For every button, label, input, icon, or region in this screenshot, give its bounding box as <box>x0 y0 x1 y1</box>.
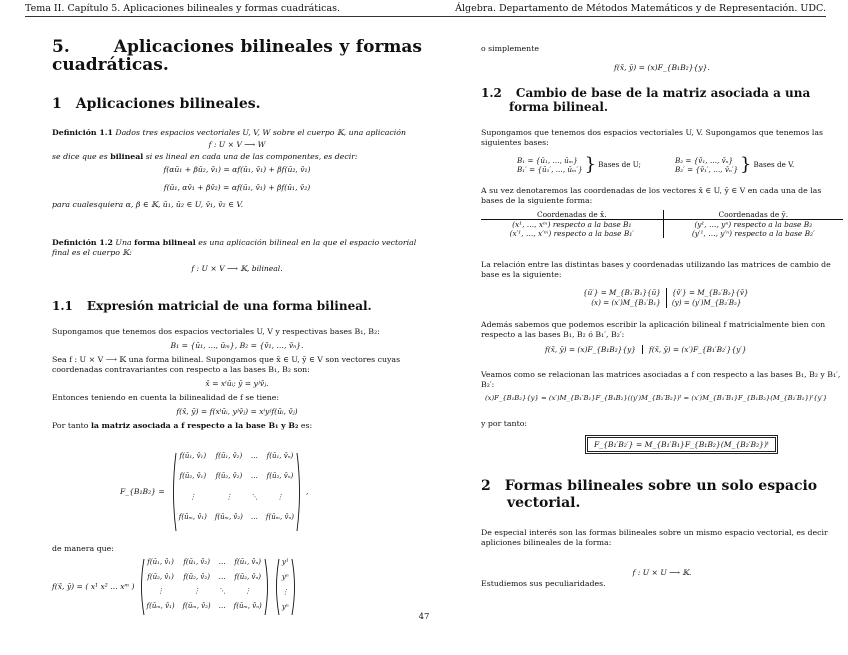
relation-v: {v̄′} = M_{B₂′B₂}{v̄} <box>671 288 749 297</box>
para-bases: Supongamos que tenemos dos espacios vectoriales U, V y respectivas bases B₁, B₂: <box>52 327 380 336</box>
matrix-cell: … <box>250 472 258 481</box>
para-denotaremos: A su vez denotaremos las coordenadas de los vectores x̄ ∈ U, ȳ ∈ V en cada una de las bases de la siguiente forma: <box>481 186 822 205</box>
page-number: 47 <box>418 612 430 622</box>
final-y-vector <box>274 558 297 616</box>
section-2-number: 2 <box>481 478 491 494</box>
matrix-cell: f(ū₂, v̄₂) <box>215 472 243 481</box>
final-matrix-F <box>139 558 270 616</box>
table-row <box>481 220 843 230</box>
def1-equation-3: f(ū₁, αv̄₁ + βv̄₂) = αf(ū₁, v̄₁) + βf(ū₁, v̄₂) <box>163 182 311 192</box>
matrix-F-label: F_{B₁B₂} = <box>120 487 165 496</box>
matrix-cell: … <box>250 452 258 460</box>
subsection-1-1-number: 1.1 <box>52 299 73 313</box>
brace-icon: } <box>740 154 752 175</box>
matrix-F <box>171 452 302 532</box>
bases-V <box>675 156 738 174</box>
bases-V-label: Bases de V. <box>753 160 795 169</box>
y-vector-cells <box>280 558 291 616</box>
def2-label: Definición 1.2 <box>52 238 113 247</box>
matrix-cell: f(ū₁, v̄₁) <box>147 558 174 566</box>
definition-1-1 <box>52 128 422 210</box>
matrix-cell: f(ūₘ, v̄₂) <box>182 601 211 610</box>
table-header: Coordenadas de x̄. <box>481 210 663 220</box>
table-cell: (x′¹, …, x′ᵐ) respecto a la base B₁′ <box>481 229 663 238</box>
matrix-cell: f(ū₂, v̄₂) <box>183 572 210 581</box>
matrix-cell: … <box>218 572 226 581</box>
right-paren-icon <box>296 452 302 532</box>
matrix-form-Bprime: f(x̄, ȳ) = (x′)F_{B₁′B₂′}{y′} <box>648 345 747 354</box>
para-supongamos-bases: Supongamos que tenemos dos espacios vectoriales U, V. Supongamos que tenemos las siguientes bases: <box>481 128 823 147</box>
subsection-1-1-heading <box>52 299 372 313</box>
def1-text2a: se dice que es <box>52 152 111 161</box>
matrix-cell: f(ūₘ, v̄ₙ) <box>265 512 295 521</box>
matrix-cell: f(ū₂, v̄₁) <box>179 472 207 481</box>
subsection-1-2-title: Cambio de base de la matriz asociada a una forma bilineal. <box>509 86 811 114</box>
def1-equation: f : U × V ⟶ W <box>208 140 266 149</box>
matrix-form-B: f(x̄, ȳ) = (x)F_{B₁B₂}{y} <box>545 345 643 354</box>
table-cell: (x¹, …, xᵐ) respecto a la base B₁ <box>481 220 663 230</box>
matrix-cell: ⋮ <box>157 587 165 595</box>
matrix-definition-bold: la matriz asociada a f respecto a la base B₁ y B₂ <box>90 421 299 430</box>
subsection-1-2-number: 1.2 <box>481 86 502 100</box>
para-es: es: <box>298 421 313 430</box>
matrix-cell: ⋮ <box>189 492 197 501</box>
matrix-cell: ⋮ <box>225 492 233 501</box>
header-right: Álgebra. Departamento de Métodos Matemáticos y de Representación. UDC. <box>455 3 826 14</box>
relations-left <box>583 288 667 308</box>
relation-u: {ū′} = M_{B₁′B₁}{ū} <box>583 288 661 297</box>
matrix-cell: f(ū₁, v̄₁) <box>179 452 207 460</box>
def2-equation: f : U × V ⟶ 𝕂, bilineal. <box>191 264 283 273</box>
para-de-manera-que: de manera que: <box>52 544 114 553</box>
right-paren-icon <box>264 558 270 616</box>
chapter-title-text: Aplicaciones bilineales y formas cuadráticas. <box>52 37 422 75</box>
section-2-heading <box>481 478 843 512</box>
para-especial-interes: De especial interés son las formas bilineales sobre un mismo espacio vectorial, es decir apliciones bilineales de la forma: <box>481 528 828 547</box>
eq-bases: B₁ = {ū₁, …, ūₘ}, B₂ = {v̄₁, …, v̄ₙ}. <box>170 341 304 350</box>
matrix-cell: ⋱ <box>250 492 258 501</box>
matrix-cell: f(ū₁, v̄ₙ) <box>234 558 262 566</box>
matrix-cell: f(ūₘ, v̄ₙ) <box>233 601 262 610</box>
matrix-forms <box>545 345 747 354</box>
section-1-title: Aplicaciones bilineales. <box>75 96 261 112</box>
table-cell: (y′¹, …, y′ⁿ) respecto a la base B₂′ <box>691 229 815 238</box>
eq-single-space: f : U × U ⟶ 𝕂. <box>632 567 692 577</box>
matrix-cell: … <box>250 512 258 521</box>
final-formula-lhs: f(x̄, ȳ) = ( x¹ x² … xᵐ ) <box>52 582 135 591</box>
matrix-cell: ⋮ <box>276 492 284 501</box>
result-box <box>587 432 776 452</box>
table-row <box>481 229 843 238</box>
matrix-cell: f(ū₁, v̄₂) <box>183 558 210 566</box>
vector-cell: y¹ <box>281 558 289 566</box>
def1-text3: para cualesquiera α, β ∈ 𝕂, ū₁, ū₂ ∈ U, v̄₁, v̄₂ ∈ V. <box>52 200 244 210</box>
para-sea-f: Sea f : U × V ⟶ 𝕂 una forma bilineal. Supongamos que x̄ ∈ U, ȳ ∈ V son vectores cuyas coordenadas contravariantes con respecto a las bases B₁, B₂ son: <box>52 355 401 374</box>
matrix-cell: ⋱ <box>218 587 226 595</box>
def2-forma-bilineal: forma bilineal <box>134 238 196 247</box>
matrix-cell: ⋮ <box>193 587 201 595</box>
def2-text-c: es una aplicación bilineal en la que el espacio vectorial final es el cuerpo 𝕂: <box>52 238 417 257</box>
vector-cell: yⁿ <box>281 573 289 581</box>
subsection-1-1-body <box>52 327 422 431</box>
para-ademas: Además sabemos que podemos escribir la aplicación bilineal f matricialmente bien con respecto a las bases B₁, B₂ ó B₁′, B₂′: <box>481 320 826 339</box>
table-header: Coordenadas de ȳ. <box>718 210 789 219</box>
definition-1-2 <box>52 238 422 282</box>
relation-x: (x) = (x′)M_{B₁′B₁} <box>591 298 661 307</box>
eq-change-of-base: (x)F_{B₁B₂}{y} = (x′)M_{B₁′B₁}F_{B₁B₂}((y′)M_{B₂′B₂})ᵗ = (x′)M_{B₁′B₁}F_{B₁B₂}(M_{B₂′B₂})ᵗ{y′} <box>485 394 828 402</box>
def1-equation-2: f(αū₁ + βū₂, v̄₁) = αf(ū₁, v̄₁) + βf(ū₂, v̄₁) <box>163 165 311 174</box>
def1-text: Dados tres espacios vectoriales U, V, W sobre el cuerpo 𝕂, una aplicación <box>115 128 406 137</box>
matrix-comma: , <box>306 487 309 496</box>
matrix-cell: f(ū₂, v̄ₙ) <box>234 572 262 581</box>
matrix-cell: f(ūₘ, v̄₁) <box>178 512 207 521</box>
base-B1-prime: B₁′ = {ū₁′, …, ūₘ′} <box>517 164 583 174</box>
matrix-F-block <box>120 452 308 532</box>
relation-y: (y) = (y′)M_{B₂′B₂} <box>671 298 742 307</box>
bases-U <box>517 156 583 174</box>
header-left: Tema II. Capítulo 5. Aplicaciones bilineales y formas cuadráticas. <box>25 3 341 14</box>
para-veamos: Veamos como se relacionan las matrices asociadas a f con respecto a las bases B₁, B₂ y B₁′, B₂′: <box>481 370 841 389</box>
eq-expansion: f(x̄, ȳ) = f(xⁱūᵢ, yʲv̄ⱼ) = xⁱyʲf(ūᵢ, v̄ⱼ) <box>176 407 298 416</box>
chapter-title <box>52 38 422 74</box>
base-B2-prime: B₂′ = {v̄₁′, …, v̄ₙ′} <box>674 164 739 174</box>
def1-text2c: si es lineal en cada una de las componentes, es decir: <box>143 152 358 161</box>
bases-U-label: Bases de U; <box>598 160 641 169</box>
matrix-cell: f(ū₂, v̄ₙ) <box>266 472 294 481</box>
subsection-1-1-title: Expresión matricial de una forma bilineal. <box>86 299 372 313</box>
matrix-cell: … <box>218 601 226 610</box>
def2-text-a: Una <box>115 238 135 247</box>
section-2-title: Formas bilineales sobre un solo espacio vectorial. <box>504 478 818 511</box>
matrix-cell: f(ū₁, v̄ₙ) <box>266 452 294 460</box>
para-bilinealidad: Entonces teniendo en cuenta la bilinealidad de f se tiene: <box>52 393 280 402</box>
final-matrix-cells <box>145 558 264 616</box>
matrix-cell: f(ū₂, v̄₁) <box>147 572 174 581</box>
section-1-number: 1 <box>52 96 62 112</box>
right-paren-icon <box>291 558 297 616</box>
matrix-cell: f(ūₘ, v̄₂) <box>214 512 243 521</box>
para-por-tanto: Por tanto <box>52 421 91 430</box>
relations-right <box>667 288 749 308</box>
eq-coordinates: x̄ = xⁱūᵢ; ȳ = yʲv̄ⱼ. <box>205 379 269 388</box>
vector-cell: yⁿ <box>281 603 289 611</box>
coordinates-table <box>481 210 843 238</box>
def1-label: Definición 1.1 <box>52 128 113 137</box>
chapter-number: 5. <box>52 37 70 57</box>
base-B1: B₁ = {ū₁, …, ūₘ} <box>517 155 578 165</box>
para-relacion: La relación entre las distintas bases y coordenadas utilizando las matrices de cambio de base es la siguiente: <box>481 260 831 279</box>
para-o-simplemente: o simplemente <box>481 44 539 53</box>
boxed-formula: F_{B₁′B₂′} = M_{B₁′B₁}F_{B₁B₂}(M_{B₂′B₂})ᵗ <box>587 437 776 452</box>
vector-cell: ⋮ <box>281 588 289 596</box>
bases-block <box>517 154 794 175</box>
matrix-cell: ⋮ <box>244 587 252 595</box>
matrix-cell: f(ū₁, v̄₂) <box>215 452 243 460</box>
def1-bilineal: bilineal <box>110 152 144 161</box>
table-header-row <box>481 210 843 220</box>
table-cell: (y¹, …, yⁿ) respecto a la base B₂ <box>694 220 813 229</box>
para-estudiemos: Estudiemos sus peculiaridades. <box>481 579 606 588</box>
subsection-1-2-heading <box>481 86 843 114</box>
matrix-cell: f(ūₘ, v̄₁) <box>146 601 175 610</box>
section-1-heading <box>52 96 261 112</box>
matrix-F-cells <box>177 452 296 532</box>
matrix-cell: … <box>218 558 226 566</box>
para-y-por-tanto: y por tanto: <box>481 419 528 428</box>
base-B2: B₂ = {v̄₁, …, v̄ₙ} <box>674 155 734 165</box>
brace-icon: } <box>584 154 597 175</box>
final-formula <box>52 558 297 616</box>
eq-simple: f(x̄, ȳ) = (x)F_{B₁B₂}{y}. <box>614 62 710 72</box>
page-header <box>25 2 826 17</box>
relations-block <box>583 288 749 308</box>
